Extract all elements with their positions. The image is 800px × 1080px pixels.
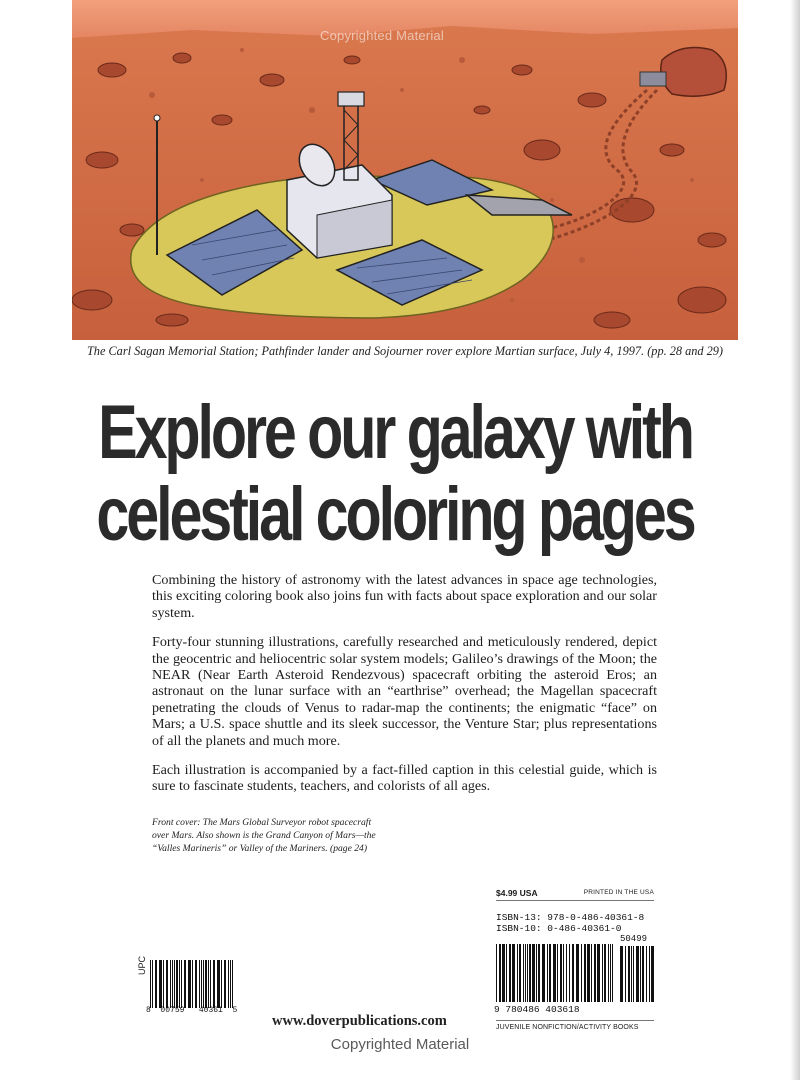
barcode-bar: [576, 944, 579, 1002]
barcode-bar: [584, 944, 586, 1002]
front-cover-note-line-2: over Mars. Also shown is the Grand Canyon of Mars—the: [152, 830, 376, 841]
barcode-bar: [527, 944, 528, 1002]
barcode-bar: [649, 946, 650, 1002]
barcode-bar: [560, 944, 562, 1002]
barcode-bar: [642, 946, 644, 1002]
description: [152, 572, 657, 808]
barcode-bar: [538, 944, 540, 1002]
price-addon-digits: 50499: [620, 934, 648, 944]
barcode-bar: [557, 944, 558, 1002]
barcode-bar: [636, 946, 639, 1002]
barcode-bar: [640, 946, 641, 1002]
isbn-13: ISBN-13: 978-0-486-40361-8: [496, 912, 645, 923]
barcode-bar: [547, 944, 548, 1002]
front-cover-note-line-3: “Valles Marineris” or Valley of the Mariners. (page 24): [152, 843, 368, 854]
barcode-bar: [213, 960, 215, 1008]
barcode-bar: [604, 944, 606, 1002]
barcode-bar: [597, 944, 600, 1002]
barcode-bar: [519, 944, 521, 1002]
barcode-bar: [628, 946, 630, 1002]
barcode-bar: [591, 944, 592, 1002]
barcode-bar: [181, 960, 182, 1008]
barcode-bar: [646, 946, 647, 1002]
illustration-caption: The Carl Sagan Memorial Station; Pathfinder lander and Sojourner rover explore Martian surface, July 4, 1997. (pp. 28 and 29): [86, 344, 724, 358]
printed-in: PRINTED IN THE USA: [583, 889, 654, 896]
barcode-bar: [166, 960, 168, 1008]
barcode-bar: [651, 946, 654, 1002]
mars-pathfinder-illustration: [72, 0, 738, 340]
watermark-top: Copyrighted Material: [320, 28, 444, 43]
upc-first-digit: 8: [146, 1006, 151, 1015]
addon-barcode: [620, 946, 654, 1002]
barcode-bar: [523, 944, 524, 1002]
barcode-bar: [496, 944, 497, 1002]
barcode-bar: [201, 960, 202, 1008]
barcode-bar: [179, 960, 180, 1008]
barcode-bar: [208, 960, 209, 1008]
page-edge: [790, 0, 800, 1080]
barcode-bar: [188, 960, 191, 1008]
upc-barcode: [150, 960, 236, 1008]
barcode-bar: [499, 944, 501, 1002]
barcode-bar: [631, 946, 632, 1002]
description-paragraph-3: Each illustration is accompanied by a fact-filled caption in this celestial guide, which is sure to fascinate students, teachers, and colorists of all ages.: [152, 762, 657, 795]
barcode-bar: [192, 960, 193, 1008]
barcode-bar: [509, 944, 511, 1002]
barcode-bar: [174, 960, 175, 1008]
barcode-bar: [633, 946, 634, 1002]
front-cover-note: [152, 816, 452, 855]
barcode-bar: [172, 960, 173, 1008]
barcode-bar: [553, 944, 556, 1002]
upc-left-digits: 00759: [160, 1006, 185, 1015]
barcode-bar: [594, 944, 596, 1002]
watermark-bottom: Copyrighted Material: [330, 1036, 470, 1053]
barcode-bar: [502, 944, 505, 1002]
barcode-bar: [199, 960, 200, 1008]
barcode-bar: [572, 944, 574, 1002]
isbn-10: ISBN-10: 0-486-40361-0: [496, 923, 622, 934]
headline-line-1: Explore our galaxy with: [98, 390, 692, 475]
barcode-bar: [549, 944, 551, 1002]
barcode-bar: [610, 944, 611, 1002]
barcode-bar: [587, 944, 590, 1002]
barcode-bar: [542, 944, 545, 1002]
barcode-bar: [512, 944, 515, 1002]
barcode-bar: [221, 960, 222, 1008]
barcode-bar: [625, 946, 626, 1002]
barcode-bar: [608, 944, 609, 1002]
barcode-bar: [232, 960, 233, 1008]
barcode-bar: [163, 960, 164, 1008]
barcode-bar: [195, 960, 197, 1008]
barcode-bar: [184, 960, 186, 1008]
price-row: [496, 886, 654, 901]
barcode-bar: [152, 960, 153, 1008]
price: $4.99 USA: [496, 888, 538, 898]
barcode-bar: [210, 960, 211, 1008]
barcode-bar: [230, 960, 231, 1008]
barcode-bar: [506, 944, 507, 1002]
category-label: JUVENILE NONFICTION/ACTIVITY BOOKS: [496, 1020, 654, 1031]
barcode-bar: [159, 960, 162, 1008]
description-paragraph-2: Forty-four stunning illustrations, carefully researched and meticulously rendered, depict the geocentric and heliocentric solar system models; Galileo’s drawings of the Moon; the NEAR (Near Earth Asteroid Rendezvous) spacecraft orbiting the asteroid Eros; an astronaut on the lunar surface with an “earthrise” overhead; the Magellan spacecraft penetrating the clouds of Venus to radar-map the continents; the enigmatic “face” on Mars; a U.S. space shuttle and its sleek successor, the Venture Star; plus representations of all the planets and much more.: [152, 634, 657, 749]
ean-digits: 9 780486 403618: [494, 1004, 580, 1015]
barcode-bar: [612, 944, 613, 1002]
barcode-bar: [602, 944, 603, 1002]
barcode-bar: [176, 960, 178, 1008]
barcode-bar: [224, 960, 226, 1008]
barcode-bar: [581, 944, 582, 1002]
barcode-bar: [529, 944, 531, 1002]
barcode-bar: [532, 944, 535, 1002]
website-url: www.doverpublications.com: [272, 1013, 447, 1029]
barcode-bar: [150, 960, 151, 1008]
barcode-bar: [170, 960, 171, 1008]
front-cover-note-line-1: Front cover: The Mars Global Surveyor robot spacecraft: [152, 817, 372, 828]
upc-label: UPC: [137, 955, 147, 975]
barcode-bar: [217, 960, 220, 1008]
barcode-bar: [620, 946, 623, 1002]
upc-digits: [146, 1006, 237, 1015]
barcode-bar: [155, 960, 157, 1008]
barcode-bar: [203, 960, 204, 1008]
headline-line-2: celestial coloring pages: [96, 472, 694, 557]
barcode-bar: [569, 944, 570, 1002]
barcode-bar: [205, 960, 207, 1008]
barcode-bar: [536, 944, 537, 1002]
barcode-bar: [228, 960, 229, 1008]
ean-barcode: [496, 944, 616, 1002]
headline: [87, 392, 703, 556]
barcode-bar: [525, 944, 526, 1002]
barcode-bar: [563, 944, 564, 1002]
upc-check-digit: 5: [232, 1006, 238, 1015]
barcode-bar: [566, 944, 567, 1002]
description-paragraph-1: Combining the history of astronomy with the latest advances in space age technologies, this exciting coloring book also joins fun with facts about space exploration and our solar system.: [152, 572, 657, 621]
upc-right-digits: 40361: [198, 1006, 223, 1015]
barcode-bar: [517, 944, 518, 1002]
isbn-block: [496, 912, 644, 934]
